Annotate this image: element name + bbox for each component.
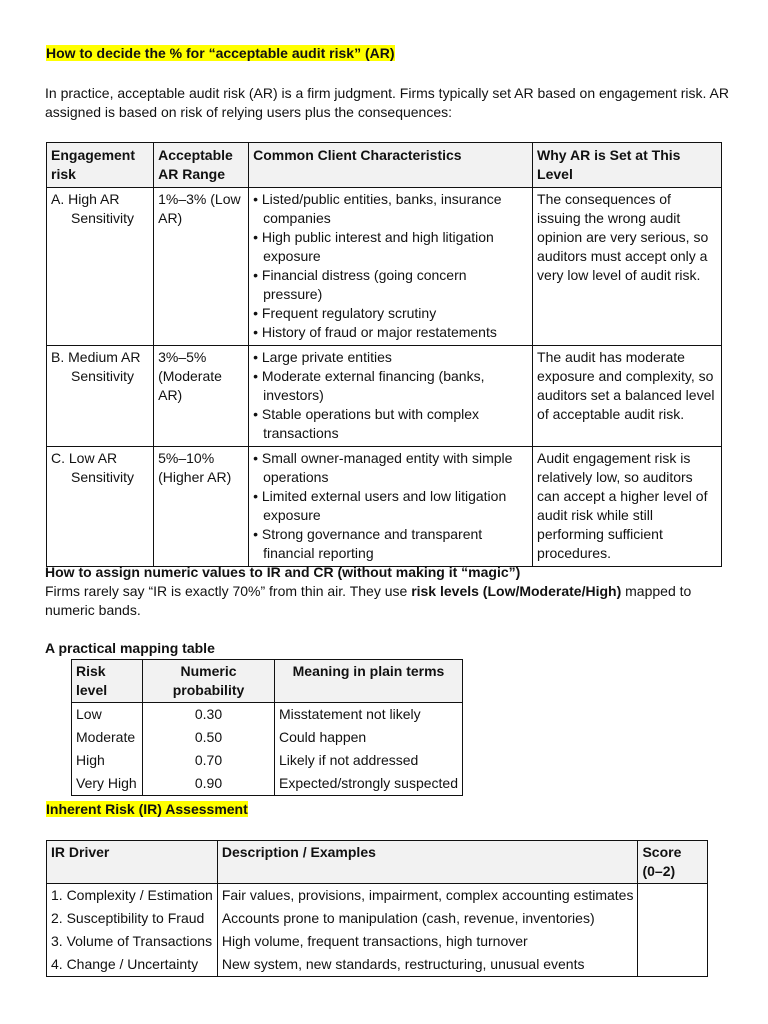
risk-level-cell: High <box>72 749 143 772</box>
list-item: • Frequent regulatory scrutiny <box>253 304 528 323</box>
header-risk-level: Risk level <box>72 660 143 703</box>
meaning-cell: Could happen <box>275 726 463 749</box>
meaning-cell: Expected/strongly suspected <box>275 772 463 796</box>
engagement-label: B. Medium AR Sensitivity <box>51 349 141 384</box>
ir-driver-cell: 1. Complexity / Estimation <box>47 884 218 908</box>
probability-cell: 0.30 <box>143 703 275 727</box>
table-row <box>72 726 463 749</box>
risk-level-cell: Very High <box>72 772 143 796</box>
paragraph-bold-text: risk levels (Low/Moderate/High) <box>411 583 622 599</box>
list-item: • Small owner-managed entity with simple operations <box>253 449 528 487</box>
description-cell: New system, new standards, restructuring, unusual events <box>217 953 638 977</box>
table-row <box>72 749 463 772</box>
characteristics-list <box>253 190 528 342</box>
header-score: Score (0–2) <box>638 841 708 884</box>
list-item: • Large private entities <box>253 348 528 367</box>
list-item: • High public interest and high litigation exposure <box>253 228 528 266</box>
section-title-acceptable-audit-risk <box>46 45 395 61</box>
table-row <box>47 930 708 953</box>
characteristics-list <box>253 449 528 563</box>
characteristics-cell <box>249 346 533 447</box>
table-header-row <box>47 143 722 188</box>
table-row <box>47 188 722 346</box>
table-row <box>47 907 708 930</box>
probability-cell: 0.90 <box>143 772 275 796</box>
why-cell: The consequences of issuing the wrong audit opinion are very serious, so auditors must accept only a very low level of audit risk. <box>533 188 722 346</box>
inherent-risk-table <box>46 840 708 977</box>
table-header-row <box>72 660 463 703</box>
numeric-values-paragraph <box>45 582 735 620</box>
range-cell: 3%–5% (Moderate AR) <box>154 346 249 447</box>
list-item: • History of fraud or major restatements <box>253 323 528 342</box>
list-item: • Strong governance and transparent financial reporting <box>253 525 528 563</box>
description-cell: Fair values, provisions, impairment, complex accounting estimates <box>217 884 638 908</box>
engagement-cell <box>47 346 154 447</box>
why-cell: Audit engagement risk is relatively low, so auditors can accept a higher level of audit risk while still performing sufficient procedures. <box>533 447 722 567</box>
range-cell: 5%–10% (Higher AR) <box>154 447 249 567</box>
section-title-inherent-risk <box>46 801 248 817</box>
score-cell <box>638 884 708 977</box>
engagement-label: A. High AR Sensitivity <box>51 191 135 226</box>
characteristics-cell <box>249 188 533 346</box>
header-numeric-probability: Numeric probability <box>143 660 275 703</box>
table-header-row <box>47 841 708 884</box>
probability-cell: 0.70 <box>143 749 275 772</box>
why-cell: The audit has moderate exposure and complexity, so auditors set a balanced level of acceptable audit risk. <box>533 346 722 447</box>
ir-driver-cell: 3. Volume of Transactions <box>47 930 218 953</box>
ir-driver-cell: 2. Susceptibility to Fraud <box>47 907 218 930</box>
header-engagement-risk: Engagement risk <box>47 143 154 188</box>
header-ir-driver: IR Driver <box>47 841 218 884</box>
engagement-label: C. Low AR Sensitivity <box>51 450 135 485</box>
range-cell: 1%–3% (Low AR) <box>154 188 249 346</box>
paragraph-text-before: Firms rarely say “IR is exactly 70%” from thin air. They use <box>45 583 412 599</box>
description-cell: High volume, frequent transactions, high turnover <box>217 930 638 953</box>
section-title-numeric-values: How to assign numeric values to IR and CR (without making it “magic”) <box>45 564 521 580</box>
table-row <box>72 703 463 727</box>
meaning-cell: Misstatement not likely <box>275 703 463 727</box>
characteristics-cell <box>249 447 533 567</box>
highlighted-title-text: Inherent Risk (IR) Assessment <box>46 801 248 817</box>
mapping-table-title: A practical mapping table <box>45 640 215 656</box>
table-row <box>72 772 463 796</box>
meaning-cell: Likely if not addressed <box>275 749 463 772</box>
header-why: Why AR is Set at This Level <box>533 143 722 188</box>
paragraph-text-after: mapped to numeric bands. <box>45 583 692 618</box>
header-description: Description / Examples <box>217 841 638 884</box>
table-row <box>47 953 708 977</box>
list-item: • Financial distress (going concern pressure) <box>253 266 528 304</box>
risk-mapping-table <box>71 659 463 796</box>
header-characteristics: Common Client Characteristics <box>249 143 533 188</box>
highlighted-title-text: How to decide the % for “acceptable audit risk” (AR) <box>46 45 395 61</box>
acceptable-audit-risk-table <box>46 142 722 567</box>
engagement-cell <box>47 447 154 567</box>
header-meaning: Meaning in plain terms <box>275 660 463 703</box>
risk-level-cell: Moderate <box>72 726 143 749</box>
ir-driver-cell: 4. Change / Uncertainty <box>47 953 218 977</box>
table-row <box>47 447 722 567</box>
intro-paragraph: In practice, acceptable audit risk (AR) is a firm judgment. Firms typically set AR based on engagement risk. AR assigned is based on risk of relying users plus the consequences: <box>45 85 729 120</box>
header-ar-range: Acceptable AR Range <box>154 143 249 188</box>
list-item: • Listed/public entities, banks, insurance companies <box>253 190 528 228</box>
list-item: • Moderate external financing (banks, investors) <box>253 367 528 405</box>
list-item: • Limited external users and low litigation exposure <box>253 487 528 525</box>
list-item: • Stable operations but with complex transactions <box>253 405 528 443</box>
table-row <box>47 884 708 908</box>
characteristics-list <box>253 348 528 443</box>
risk-level-cell: Low <box>72 703 143 727</box>
probability-cell: 0.50 <box>143 726 275 749</box>
description-cell: Accounts prone to manipulation (cash, revenue, inventories) <box>217 907 638 930</box>
table-row <box>47 346 722 447</box>
engagement-cell <box>47 188 154 346</box>
